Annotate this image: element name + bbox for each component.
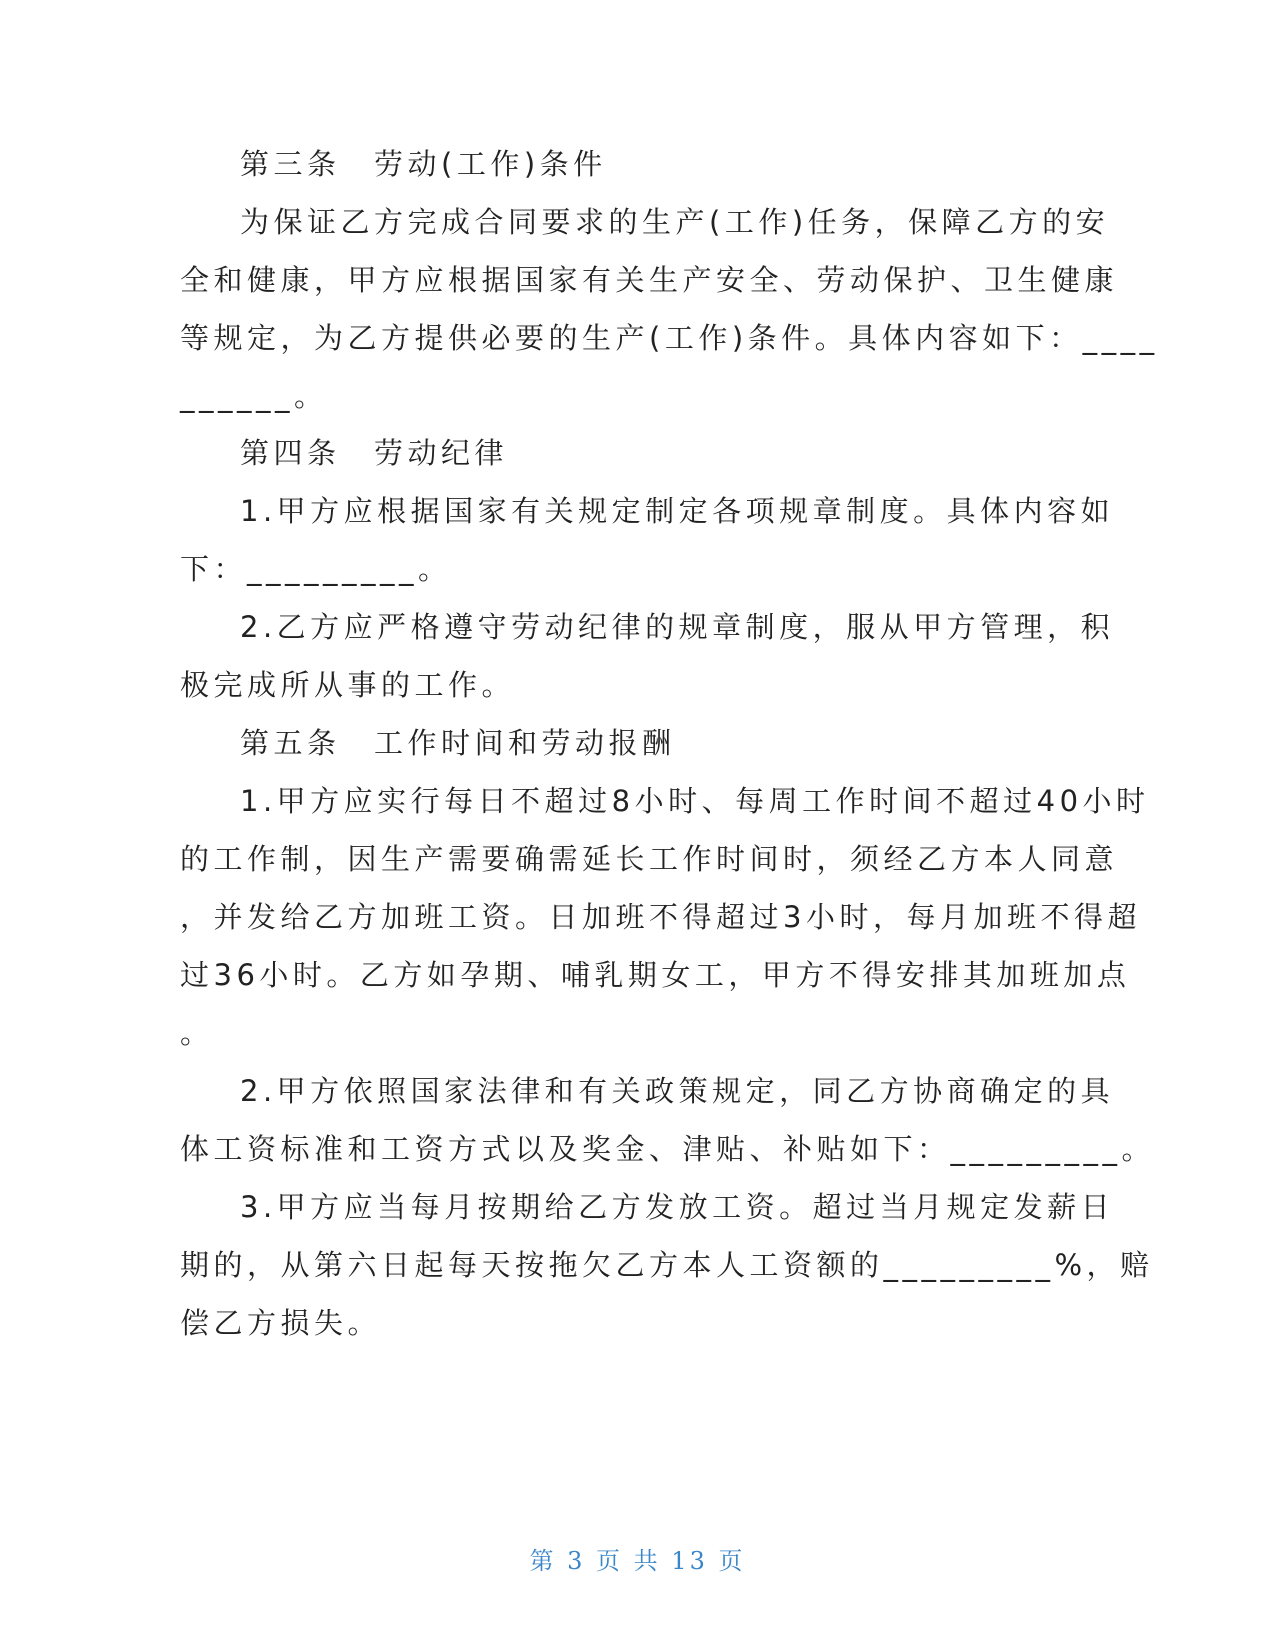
paragraph-line: 等规定，为乙方提供必要的生产(工作)条件。具体内容如下：____ [180,321,1159,355]
paragraph-line: ______。 [180,379,328,413]
paragraph-line: 极完成所从事的工作。 [180,668,516,702]
paragraph-line: 2.乙方应严格遵守劳动纪律的规章制度，服从甲方管理，积 [240,610,1115,644]
article-5-heading: 第五条 工作时间和劳动报酬 [240,726,676,760]
paragraph-line: 下：_________。 [180,552,452,586]
paragraph-line: 。 [180,1016,214,1050]
page-number-footer: 第 3 页 共 13 页 [529,1547,746,1575]
paragraph-line: 全和健康，甲方应根据国家有关生产安全、劳动保护、卫生健康 [180,263,1119,297]
paragraph-line: 2.甲方依照国家法律和有关政策规定，同乙方协商确定的具 [240,1074,1115,1108]
paragraph-line: 体工资标准和工资方式以及奖金、津贴、补贴如下：_________。 [180,1132,1156,1166]
paragraph-line: 期的，从第六日起每天按拖欠乙方本人工资额的_________%，赔 [180,1248,1154,1282]
paragraph-line: 为保证乙方完成合同要求的生产(工作)任务，保障乙方的安 [240,205,1110,239]
paragraph-line: 偿乙方损失。 [180,1306,382,1340]
paragraph-line: ，并发给乙方加班工资。日加班不得超过3小时，每月加班不得超 [180,900,1141,934]
paragraph-line: 3.甲方应当每月按期给乙方发放工资。超过当月规定发薪日 [240,1190,1115,1224]
paragraph-line: 过36小时。乙方如孕期、哺乳期女工，甲方不得安排其加班加点 [180,958,1131,992]
paragraph-line: 1.甲方应根据国家有关规定制定各项规章制度。具体内容如 [240,494,1115,528]
paragraph-line: 1.甲方应实行每日不超过8小时、每周工作时间不超过40小时 [240,784,1150,818]
article-4-heading: 第四条 劳动纪律 [240,436,509,470]
article-3-heading: 第三条 劳动(工作)条件 [240,147,607,181]
paragraph-line: 的工作制，因生产需要确需延长工作时间时，须经乙方本人同意 [180,842,1119,876]
